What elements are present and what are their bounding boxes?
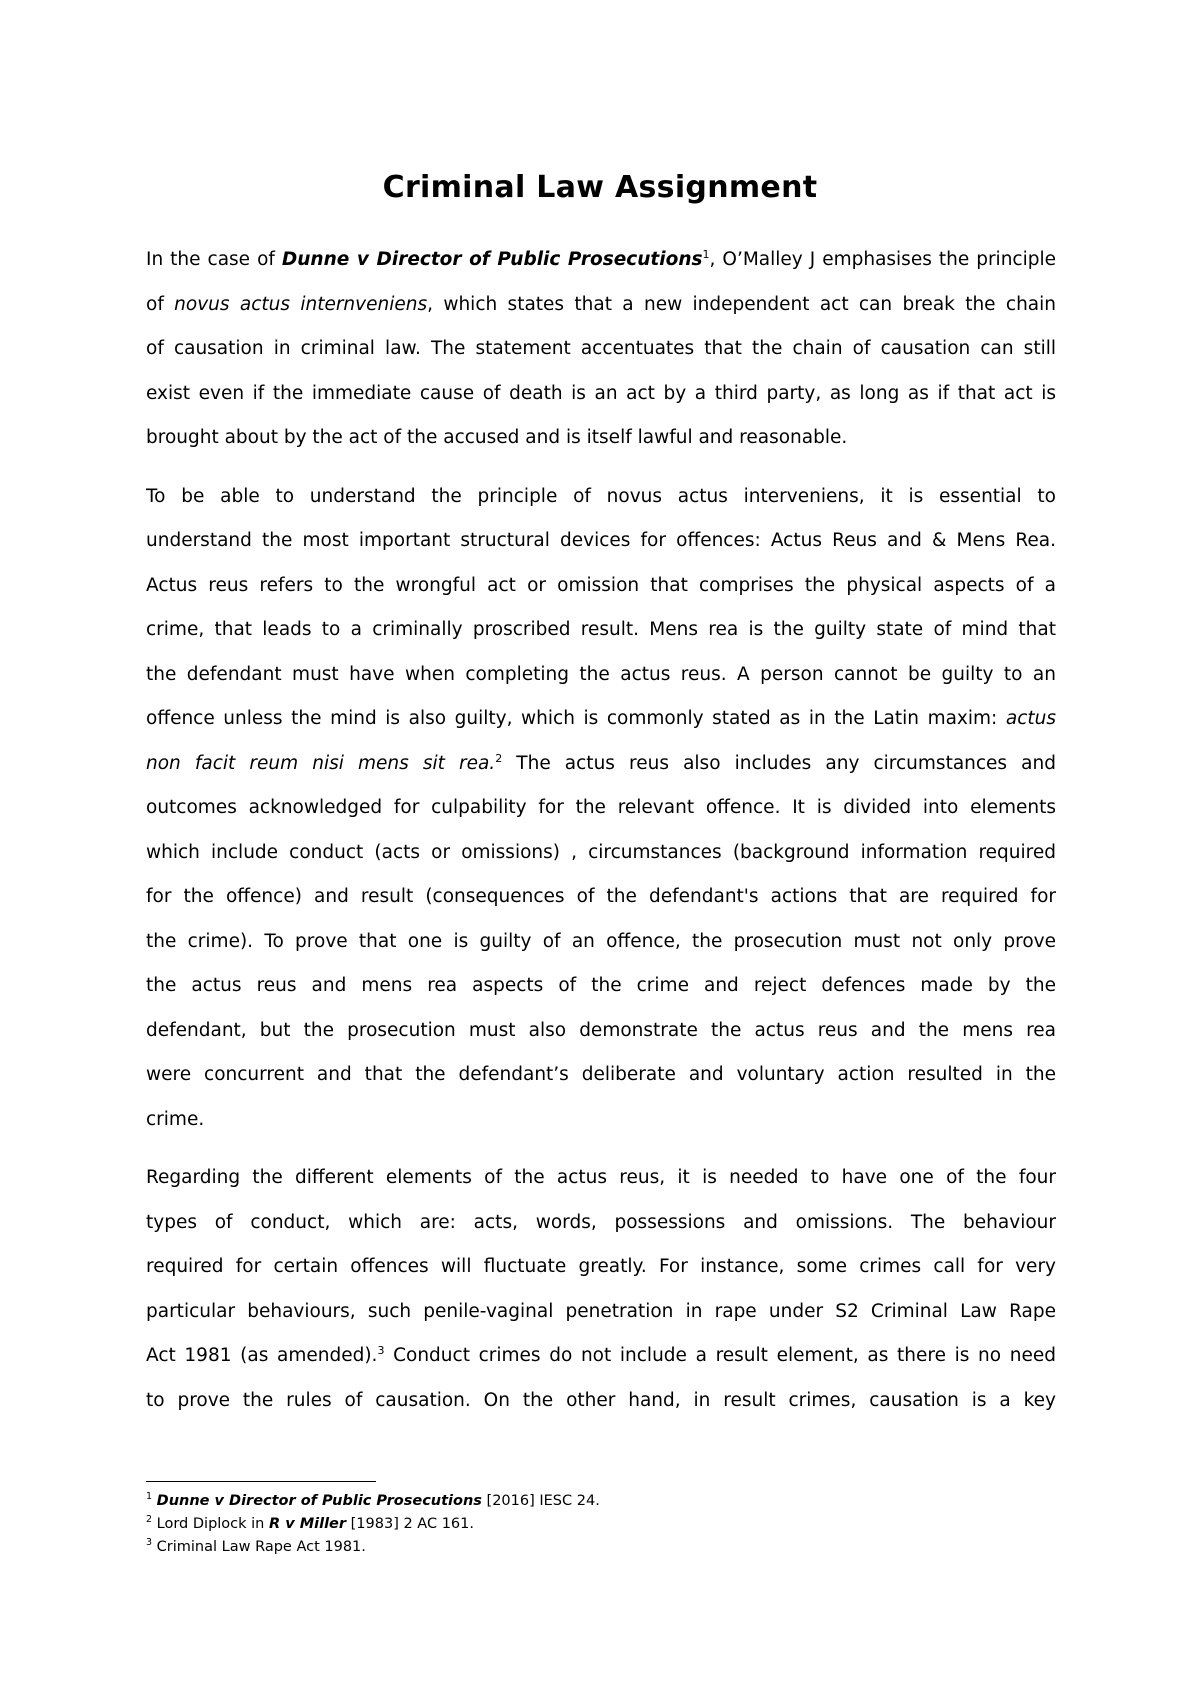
- text-run: In the case of: [146, 249, 282, 270]
- text-run: crime, that leads to a criminally proscribed result. Mens rea is the guilty state of mind that: [146, 619, 1056, 640]
- text-line: [146, 1053, 1056, 1098]
- text-run: Criminal Law Rape Act 1981.: [152, 1539, 366, 1555]
- italic-text: actus: [1005, 708, 1056, 729]
- text-line: [146, 1009, 1056, 1054]
- text-run: exist even if the immediate cause of death is an act by a third party, as long as if that act is: [146, 382, 1056, 404]
- text-run: of: [146, 293, 175, 315]
- text-run: defendant, but the prosecution must also demonstrate the actus reus and the mens rea: [146, 1019, 1056, 1041]
- text-line: [146, 372, 1056, 417]
- text-line: [146, 742, 1056, 787]
- text-line: [146, 564, 1056, 609]
- text-run: were concurrent and that the defendant’s deliberate and voluntary action resulted in the: [146, 1064, 1056, 1085]
- text-line: [146, 653, 1056, 698]
- text-line: [146, 519, 1056, 564]
- text-run: the crime). To prove that one is guilty of an offence, the prosecution must not only prove: [146, 930, 1056, 952]
- text-run: of causation in criminal law. The statement accentuates that the chain of causation can still: [146, 338, 1056, 359]
- text-run: Actus reus refers to the wrongful act or omission that comprises the physical aspects of a: [146, 574, 1056, 596]
- text-run: the defendant must have when completing the actus reus. A person cannot be guilty to an: [146, 663, 1056, 685]
- document-title: Criminal Law Assignment: [382, 170, 818, 205]
- text-run: types of conduct, which are: acts, words, possessions and omissions. The behaviour: [146, 1211, 1056, 1233]
- text-run: required for certain offences will fluctuate greatly. For instance, some crimes call for very: [146, 1256, 1056, 1277]
- text-run: , which states that a new independent act can break the chain: [427, 293, 1056, 315]
- text-run: offence unless the mind is also guilty, which is commonly stated as in the Latin maxim:: [146, 708, 1006, 729]
- text-line: [146, 1290, 1056, 1335]
- text-run: for the offence) and result (consequences of the defendant's actions that are required for: [146, 886, 1056, 907]
- text-run: particular behaviours, such penile-vaginal penetration in rape under S2 Criminal Law Rape: [146, 1300, 1056, 1322]
- text-run: crime.: [146, 1108, 205, 1130]
- text-run: Regarding the different elements of the actus reus, it is needed to have one of the four: [146, 1167, 1056, 1188]
- text-line: [146, 831, 1056, 876]
- text-line: [146, 1156, 1056, 1201]
- text-line: [146, 327, 1056, 372]
- footnote-ref: 3: [146, 1537, 153, 1549]
- text-run: Lord Diplock in: [152, 1516, 269, 1532]
- text-line: [146, 608, 1056, 653]
- text-run: Act 1981 (as amended).: [146, 1345, 378, 1366]
- text-run: to prove the rules of causation. On the other hand, in result crimes, causation is a key: [146, 1389, 1056, 1411]
- footnote-ref: 2: [495, 751, 503, 765]
- footnote-ref: 1: [146, 1491, 153, 1503]
- footnote-ref: 2: [146, 1514, 153, 1526]
- text-line: [146, 283, 1056, 328]
- text-run: The actus reus also includes any circumstances and: [502, 752, 1056, 774]
- italic-text: Dunne v Director of Public Prosecutions: [281, 249, 703, 270]
- text-line: [146, 1245, 1056, 1290]
- italic-text: non facit reum nisi mens sit rea.: [146, 752, 496, 774]
- italic-text: R v Miller: [268, 1516, 347, 1532]
- text-run: brought about by the act of the accused and is itself lawful and reasonable.: [146, 427, 848, 448]
- italic-text: Dunne v Director of Public Prosecutions: [156, 1493, 482, 1509]
- footnote: [146, 1536, 1056, 1559]
- text-run: [2016] IESC 24.: [481, 1493, 600, 1509]
- text-run: which include conduct (acts or omissions) , circumstances (background information required: [146, 841, 1056, 863]
- text-line: [146, 416, 1056, 461]
- text-line: [146, 1379, 1056, 1424]
- text-line: [146, 875, 1056, 920]
- footnote-ref: 3: [377, 1343, 385, 1357]
- footnote: [146, 1513, 1056, 1536]
- text-line: [146, 920, 1056, 965]
- text-run: understand the most important structural devices for offences: Actus Reus and & Mens Rea.: [146, 530, 1056, 551]
- text-run: To be able to understand the principle of novus actus interveniens, it is essential to: [146, 485, 1056, 507]
- italic-text: novus actus internveniens: [174, 293, 428, 315]
- text-run: [1983] 2 AC 161.: [346, 1516, 474, 1532]
- text-line: [146, 964, 1056, 1009]
- text-run: Conduct crimes do not include a result element, as there is no need: [384, 1345, 1056, 1366]
- paragraph: [146, 475, 1056, 1143]
- text-run: the actus reus and mens rea aspects of the crime and reject defences made by the: [146, 975, 1056, 996]
- text-line: [146, 697, 1056, 742]
- document-body: [146, 238, 1056, 1437]
- text-line: [146, 475, 1056, 520]
- footnote: [146, 1490, 1056, 1513]
- footnote-ref: 1: [702, 247, 710, 261]
- text-line: [146, 1201, 1056, 1246]
- text-line: [146, 1334, 1056, 1379]
- text-line: [146, 1098, 1056, 1143]
- text-line: [146, 238, 1056, 283]
- text-line: [146, 786, 1056, 831]
- paragraph: [146, 238, 1056, 461]
- paragraph: [146, 1156, 1056, 1423]
- text-run: outcomes acknowledged for culpability for the relevant offence. It is divided into elements: [146, 797, 1056, 818]
- text-run: , O’Malley J emphasises the principle: [709, 249, 1056, 270]
- footnote-separator: [146, 1481, 376, 1482]
- footnotes: [146, 1490, 1056, 1559]
